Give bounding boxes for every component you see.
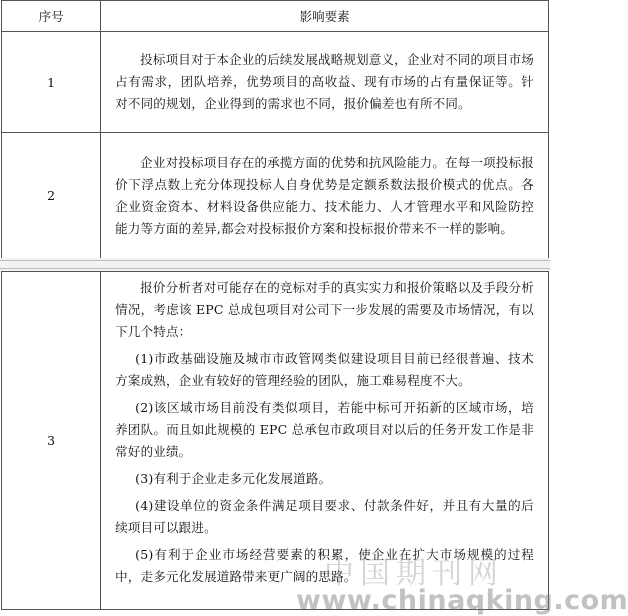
row-number: 1: [2, 32, 101, 133]
row-number: 2: [2, 133, 101, 259]
watermark-url: www.chinaqking.com: [296, 585, 628, 616]
watermark-text-cn: 中国期刊网: [324, 556, 504, 591]
table-row: [2, 133, 549, 259]
row-content: [101, 133, 549, 259]
table-header-row: [2, 1, 549, 32]
row-content: [101, 272, 549, 610]
table-row: [2, 272, 549, 610]
paragraph: 投标项目对于本企业的后续发展战略规划意义，企业对不同的项目市场占有需求，团队培养，优势项目的高收益、现有市场的占有量保证等。针对不同的规划，企业得到的需求也不同，报价偏差也有所不同。: [115, 52, 534, 111]
header-influencing-factors: 影响要素: [101, 1, 549, 32]
table-row: [2, 32, 549, 133]
row-content: [101, 32, 549, 133]
paragraph: (5)有利于企业市场经营要素的积累，使企业在扩大市场规模的过程中，走多元化发展道路带来更广阔的思路。: [115, 547, 534, 584]
paragraph: (3)有利于企业走多元化发展道路。: [135, 471, 332, 486]
page-break: [0, 258, 550, 271]
paragraph: (4)建设单位的资金条件满足项目要求、付款条件好，并且有大量的后续项目可以跟进。: [115, 498, 534, 535]
factor-table-part2: [1, 271, 549, 610]
paragraph: (2)该区域市场目前没有类似项目，若能中标可开拓新的区域市场，培养团队。而且如此规模的 EPC 总承包市政项目对以后的任务开发工作是非常好的业绩。: [115, 400, 534, 459]
paragraph: 企业对投标项目存在的承揽方面的优势和抗风险能力。在每一项投标报价下浮点数上充分体现投标人自身优势是定额系数法报价模式的优点。各企业资金资本、材料设备供应能力、技术能力、人才管理水平和风险防控能力等方面的差异,都会对投标报价方案和投标报价带来不一样的影响。: [115, 154, 534, 236]
header-serial-number: 序号: [2, 1, 101, 32]
factor-table-part1: [1, 0, 549, 259]
row-number: 3: [2, 272, 101, 610]
paragraph: 报价分析者对可能存在的竞标对手的真实实力和报价策略以及手段分析情况，考虑该 EPC 总成包项目对公司下一步发展的需要及市场情况，有以下几个特点：: [115, 280, 534, 339]
paragraph: (1)市政基础设施及城市市政管网类似建设项目目前已经很普遍、技术方案成熟，企业有较好的管理经验的团队，施工难易程度不大。: [115, 351, 534, 388]
